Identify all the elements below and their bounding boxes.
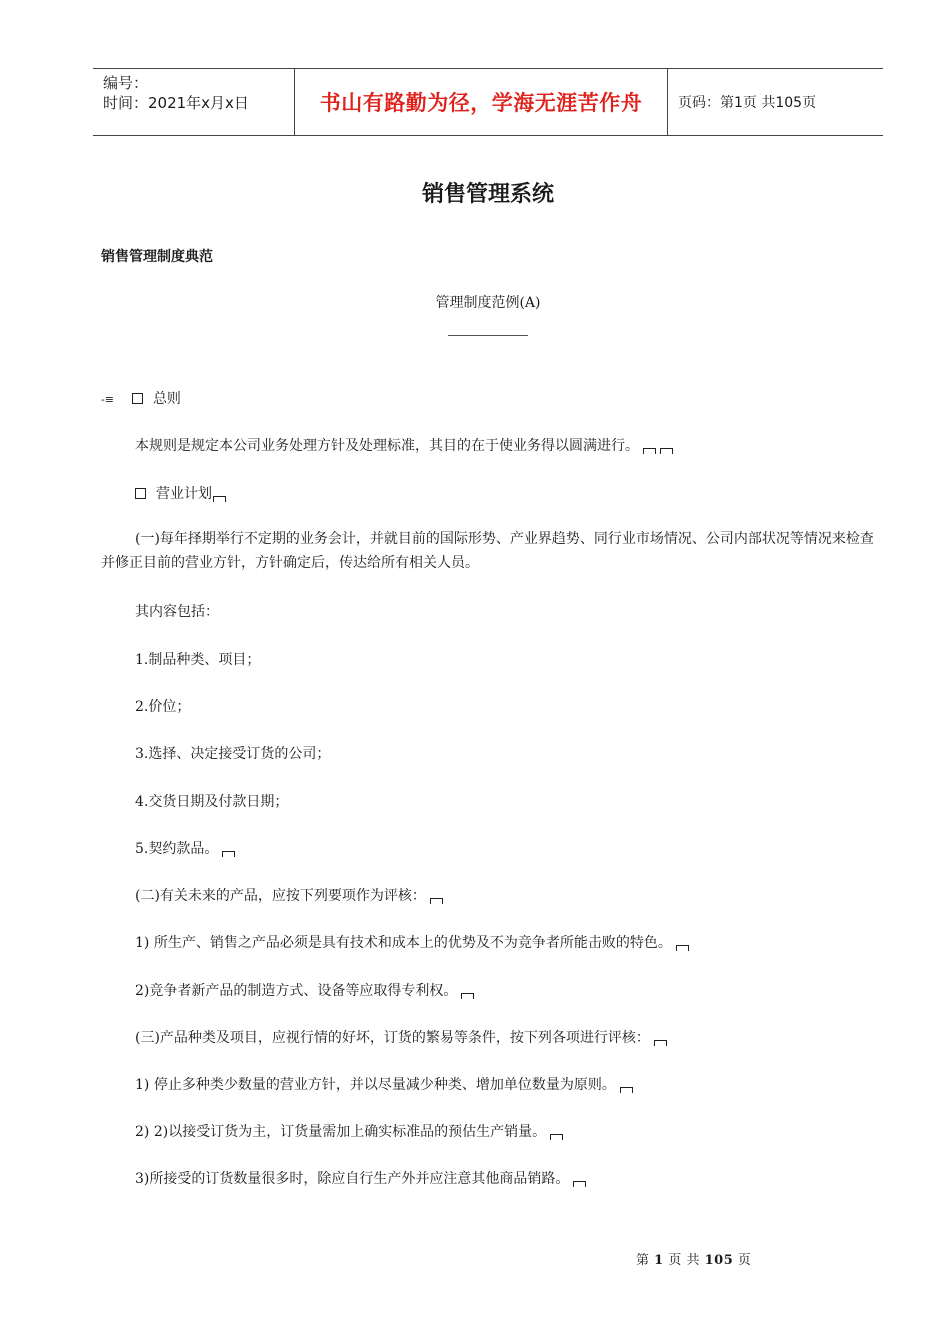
list-item-3: 3.选择、决定接受订货的公司； <box>135 746 331 762</box>
heading-business-plan-text: 营业计划 <box>156 486 212 502</box>
paragraph-4-item-2-text: 2)竞争者新产品的制造方式、设备等应取得专利权。 <box>135 983 458 999</box>
paragraph-5-text: (三)产品种类及项目，应视行情的好坏，订货的繁易等条件，按下列各项进行评核： <box>135 1030 650 1046</box>
paragraph-1-text: 本规则是规定本公司业务处理方针及处理标准，其目的在于使业务得以圆满进行。 <box>135 438 639 454</box>
heading-general <box>101 388 181 408</box>
checkbox-icon <box>132 393 143 404</box>
return-mark-icon <box>222 851 235 857</box>
document-header <box>93 68 883 136</box>
footer-mid: 页 共 <box>668 1253 700 1268</box>
header-page-cell <box>668 69 883 135</box>
page-label: 页码：第1页 共105页 <box>678 95 817 111</box>
page-footer <box>636 1249 751 1268</box>
return-mark-icon <box>550 1134 563 1140</box>
heading-prefix: -≡ <box>101 393 114 406</box>
list-item-1: 1.制品种类、项目； <box>135 652 261 668</box>
paragraph-4 <box>135 885 443 905</box>
return-mark-icon <box>573 1181 586 1187</box>
number-label: 编号： <box>103 74 149 92</box>
paragraph-5-item-1-text: 1) 停止多种类少数量的营业方针，并以尽量减少种类、增加单位数量为原则。 <box>135 1077 616 1093</box>
return-mark-icon <box>461 993 474 999</box>
footer-prefix: 第 <box>636 1253 650 1268</box>
title-underline <box>448 335 528 336</box>
document-title: 销售管理系统 <box>421 182 554 207</box>
footer-page-number: 1 <box>654 1253 664 1268</box>
paragraph-3: 其内容包括： <box>135 604 219 620</box>
paragraph-4-item-1 <box>135 932 689 952</box>
paragraph-5 <box>135 1027 667 1047</box>
list-item-5-text: 5.契约款品。 <box>135 841 219 857</box>
paragraph-5-item-2-text: 2) 2)以接受订货为主，订货量需加上确实标准品的预估生产销量。 <box>135 1124 547 1140</box>
return-mark-icon <box>654 1040 667 1046</box>
heading-business-plan <box>135 483 226 503</box>
section-title: 销售管理制度典范 <box>101 249 213 265</box>
header-motto-cell <box>295 69 668 135</box>
return-mark-icon <box>213 496 226 502</box>
header-meta <box>93 69 295 135</box>
return-mark-icon <box>676 945 689 951</box>
paragraph-5-item-2 <box>135 1121 563 1141</box>
list-item-4: 4.交货日期及付款日期； <box>135 794 289 810</box>
paragraph-1 <box>135 435 673 455</box>
list-item-5 <box>135 838 235 858</box>
heading-general-text: 总则 <box>152 391 181 407</box>
paragraph-5-item-3-text: 3)所接受的订货数量很多时，除应自行生产外并应注意其他商品销路。 <box>135 1171 570 1187</box>
return-mark-icon <box>620 1087 633 1093</box>
paragraph-5-item-1 <box>135 1074 633 1094</box>
checkbox-icon <box>135 488 146 499</box>
return-mark-icon <box>430 898 443 904</box>
paragraph-4-item-2 <box>135 980 474 1000</box>
paragraph-4-text: (二)有关未来的产品，应按下列要项作为评核： <box>135 888 426 904</box>
paragraph-4-item-1-text: 1) 所生产、销售之产品必须是具有技术和成本上的优势及不为竞争者所能击败的特色。 <box>135 935 672 951</box>
list-item-2: 2.价位； <box>135 699 191 715</box>
paragraph-2: (一)每年择期举行不定期的业务会计，并就目前的国际形势、产业界趋势、同行业市场情况、公司内部状况等情况来检查并修正目前的营业方针，方针确定后，传达给所有相关人员。 <box>101 531 874 571</box>
paragraph-5-item-3 <box>135 1168 586 1188</box>
return-mark-icon <box>643 448 656 454</box>
footer-total-pages: 105 <box>704 1253 734 1268</box>
subtitle: 管理制度范例(A) <box>435 295 541 311</box>
motto-text: 书山有路勤为径，学海无涯苦作舟 <box>319 91 643 115</box>
time-label: 时间：2021年x月x日 <box>103 94 249 112</box>
return-mark-icon <box>660 448 673 454</box>
footer-suffix: 页 <box>737 1253 752 1268</box>
